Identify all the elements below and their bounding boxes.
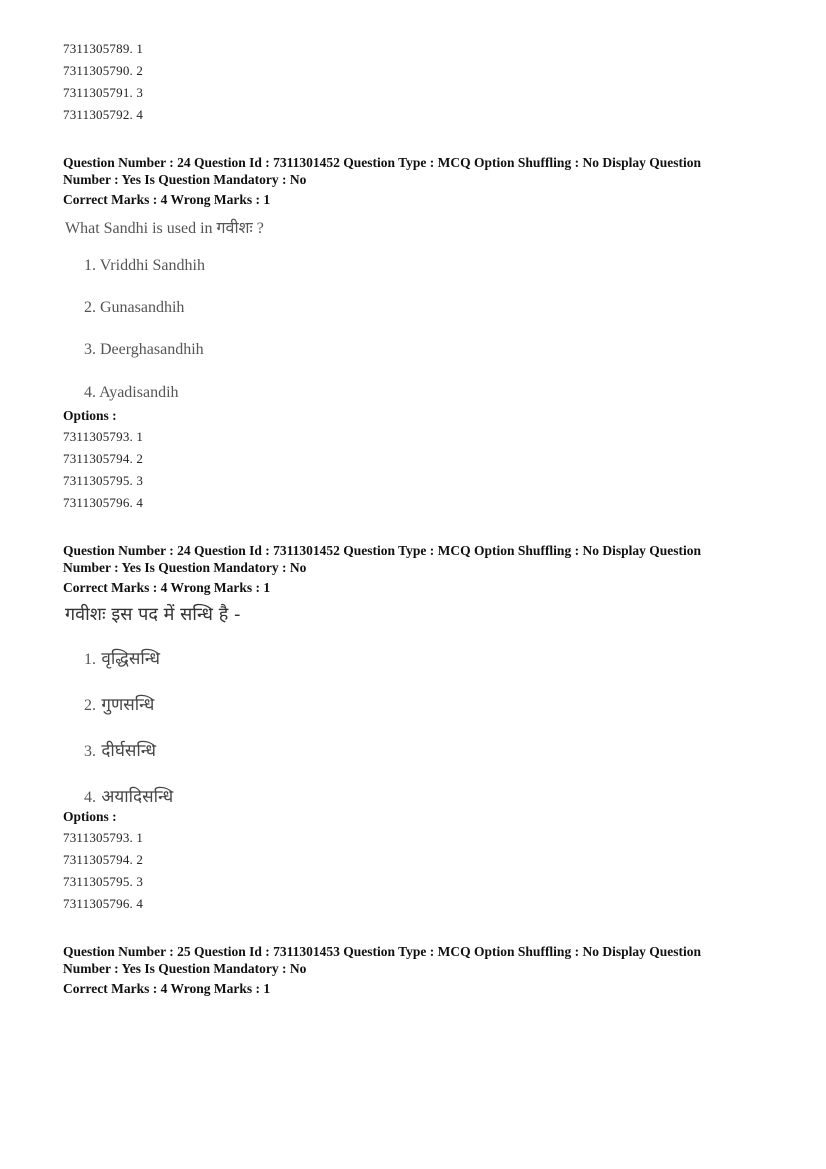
option-id-line: 7311305796. 4 [63, 495, 144, 510]
question-text: What Sandhi is used in गवीशः ? [65, 220, 264, 237]
option-id-line: 7311305795. 3 [63, 874, 144, 889]
option-id-line: 7311305796. 4 [63, 896, 144, 911]
choice-label: गुणसन्धि [101, 695, 155, 715]
question-marks: Correct Marks : 4 Wrong Marks : 1 [63, 981, 271, 996]
choice-number: 4. [84, 789, 96, 806]
option-id-line: 7311305794. 2 [63, 451, 144, 466]
choice-label: वृद्धिसन्धि [101, 649, 160, 669]
question-meta-line: Question Number : 25 Question Id : 7311301453 Question Type : MCQ Option Shuffling : No Display Question [63, 944, 701, 959]
answer-choice [84, 692, 154, 715]
answer-choice [84, 738, 156, 761]
question-meta-line: Number : Yes Is Question Mandatory : No [63, 172, 307, 187]
question-meta-line: Number : Yes Is Question Mandatory : No [63, 560, 307, 575]
choice-label: अयादिसन्धि [101, 787, 174, 807]
options-label: Options : [63, 809, 117, 824]
answer-choice: 2. Gunasandhih [84, 299, 185, 316]
question-meta [63, 943, 763, 997]
answer-choice: 1. Vriddhi Sandhih [84, 257, 205, 274]
question-marks: Correct Marks : 4 Wrong Marks : 1 [63, 580, 271, 595]
question-meta-line: Question Number : 24 Question Id : 7311301452 Question Type : MCQ Option Shuffling : No Display Question [63, 543, 701, 558]
question-meta-line: Question Number : 24 Question Id : 7311301452 Question Type : MCQ Option Shuffling : No Display Question [63, 155, 701, 170]
option-id-line: 7311305790. 2 [63, 63, 144, 78]
choice-number: 1. [84, 651, 96, 668]
answer-choice: 4. Ayadisandih [84, 384, 179, 401]
question-marks: Correct Marks : 4 Wrong Marks : 1 [63, 192, 271, 207]
choice-number: 3. [84, 743, 96, 760]
question-meta [63, 154, 763, 208]
option-id-line: 7311305789. 1 [63, 41, 144, 56]
question-text: गवीशः इस पद में सन्धि है - [65, 604, 241, 625]
option-id-line: 7311305792. 4 [63, 107, 144, 122]
option-id-line: 7311305793. 1 [63, 429, 144, 444]
option-id-line: 7311305795. 3 [63, 473, 144, 488]
answer-choice [84, 784, 173, 807]
choice-number: 2. [84, 697, 96, 714]
option-id-line: 7311305793. 1 [63, 830, 144, 845]
question-meta [63, 542, 763, 596]
option-id-line: 7311305791. 3 [63, 85, 144, 100]
options-label: Options : [63, 408, 117, 423]
question-meta-line: Number : Yes Is Question Mandatory : No [63, 961, 307, 976]
answer-choice [84, 646, 160, 669]
choice-label: दीर्घसन्धि [101, 741, 156, 761]
answer-choice: 3. Deerghasandhih [84, 341, 204, 358]
option-id-line: 7311305794. 2 [63, 852, 144, 867]
